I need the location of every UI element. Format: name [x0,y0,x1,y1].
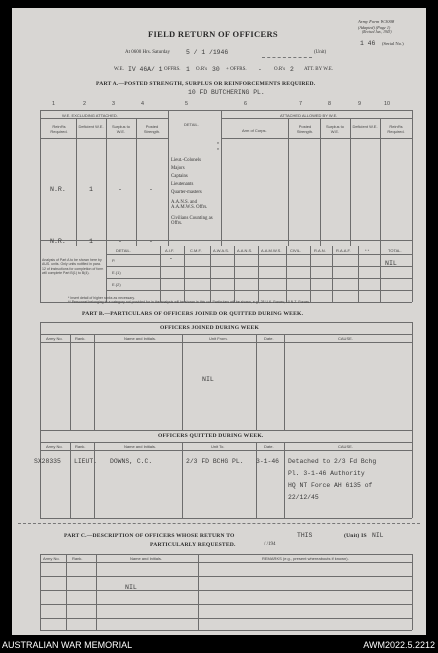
row1-deficient: 1 [89,186,93,193]
plus-ors-typed: 2 [290,66,294,73]
part-c-unit-is: (Unit) IS [344,533,367,539]
analysis-note: Analysis of Part A to be shown here by AUS. units. Only units notified in para. 12 of instructions for completion of form will complete Part B(1) to B(4). [42,258,104,276]
part-c-date-blank: / /194 [264,542,276,547]
q-h-unit-to: Unit To. [211,444,225,449]
col-h-deficient: Deficient W.E. [78,124,104,129]
col-num-7: 7 [299,101,302,107]
an-h-detail: DETAIL. [116,248,131,253]
an-total-typed: NIL [385,260,397,267]
rank-lieutenants: Lieutenants [171,182,194,187]
an-h-total: TOTAL. [388,248,402,253]
rank-majors: Majors [171,166,185,171]
ors-typed: 30 [212,66,220,73]
row1-reinf: N.R. [50,186,66,193]
part-c-nil-typed: NIL [372,532,384,539]
form-ref-2: (Adapted) (Page 1) [358,25,391,30]
q-cause-1: Detached to 2/3 Fd Bchg [288,458,377,465]
part-c-typed: NIL [125,584,137,591]
col-h-reinf: Reinf'ts Required. [50,124,68,134]
q-h-date: Date. [264,444,274,449]
j-h-rank: Rank. [75,336,86,341]
unit-blank-line [262,57,312,58]
col-h-att-posted: Posted Strength. [296,124,314,134]
an-row-e2: E.(2) [112,282,121,287]
joined-title: OFFICERS JOINED DURING WEEK [160,325,260,331]
date-typed: 5 / 1 /1946 [186,49,229,56]
col-h-posted: Posted Strength. [143,124,161,134]
att-label: ATT. BY W.E. [304,67,334,72]
rank-captains: Captains [171,174,188,179]
serial-label: (Serial No.) [382,41,404,46]
j-h-army-no: Army No. [46,336,63,341]
c-h-army-no: Army No. [43,556,60,561]
row2-surplus: - [118,238,122,245]
an-h-raaf: R.A.A.F. [336,248,351,253]
quitted-title: OFFICERS QUITTED DURING WEEK. [158,433,264,439]
q-h-cause: CAUSE. [338,444,353,449]
q-name: DOWNS, C.C. [110,458,153,465]
footer-left: AUSTRALIAN WAR MEMORIAL [2,640,133,650]
form-title: FIELD RETURN OF OFFICERS [148,29,278,39]
rank-lt-col: Lieut.-Colonels [171,158,201,163]
c-h-rank: Rank. [72,556,83,561]
at-line-label: At 0600 Hrs. Saturday [125,50,170,55]
row1-posted: - [149,186,153,193]
an-h-aans: A.A.N.S. [237,248,253,253]
row2-deficient: 1 [89,238,93,245]
footer-right: AWM2022.5.2212 [363,640,435,650]
plus-offrs-typed: - [258,66,262,73]
q-cause-2: Pl. 3-1-46 Authority [288,470,365,477]
col-num-10: 10 [384,101,390,107]
q-h-rank: Rank. [75,444,86,449]
plus-ors-label: O.R's [274,67,286,72]
we-label: W.E. [114,67,124,72]
col-num-9: 9 [358,101,361,107]
col-num-8: 8 [328,101,331,107]
note-2: ** Personnel belonging to a category not provided for in the analysis will be shown in this col. Particulars will be shown, e.g., 28 U.K. Forces; 10 N.Z. Forces. [68,300,311,304]
part-a-title: PART A.—POSTED STRENGTH, SURPLUS OR REINFORCEMENTS REQUIRED. [96,81,316,87]
an-h-civil: CIVIL. [290,248,302,253]
an-h-ran: R.A.N. [314,248,326,253]
rank-qm: Quarter-masters [171,190,202,195]
offrs-typed: 1 [186,66,190,73]
q-unit-to: 2/3 FD BCHG PL. [186,458,244,465]
col-h-att-surplus: Surplus to W.E. [325,124,344,134]
col-num-3: 3 [112,101,115,107]
col-num-5: 5 [185,101,188,107]
part-a-unit-typed: 10 FD BUTCHERING PL. [188,89,265,96]
form-ref-1: Army Form W.3008 [358,19,395,24]
col-h-att-reinf: Reinf'ts Required. [387,124,405,134]
q-army-no: SX28335 [34,458,61,465]
q-cause-3: HQ NT Force AH 6135 of [288,482,373,489]
row2-reinf: N.R. [50,238,66,245]
part-c-title-2: PARTICULARLY REQUESTED. [150,542,236,548]
group-att-label: ATTACHED ALLOWED BY W.E. [280,113,338,118]
j-h-cause: CAUSE. [338,336,353,341]
part-c-separator [18,523,420,524]
c-h-remarks: REMARKS (e.g., present whereabouts if known). [262,556,349,561]
note-1: * Insert detail of higher ranks as necessary. [68,296,135,300]
offrs-label: OFFRS. [164,67,181,72]
ors-label: O.R's [196,67,208,72]
q-rank: LIEUT. [74,458,98,465]
q-h-army-no: Army No. [46,444,63,449]
col-num-4: 4 [141,101,144,107]
form-ref-3: (Revised Jan., 1943) [362,30,392,34]
an-aif-typed: - [169,255,173,262]
col-h-att-deficient: Deficient W.E. [352,124,378,129]
part-c-title-1: PART C.—DESCRIPTION OF OFFICERS WHOSE RETURN TO [64,533,235,539]
q-h-name: Name and Initials. [124,444,157,449]
an-h-awas: A.W.A.S. [213,248,230,253]
an-h-other: * * [365,248,370,253]
col-h-detail: DETAIL. [184,122,199,127]
j-h-date: Date. [264,336,274,341]
unit-label: (Unit) [314,50,327,55]
an-row-p: P. [112,258,116,263]
group-excl-label: W.E. EXCLUDING ATTACHED. [62,113,118,118]
q-cause-4: 22/12/45 [288,494,319,501]
q-date: 3-1-46 [256,458,280,465]
col-num-2: 2 [83,101,86,107]
an-row-e1: E.(1) [112,270,121,275]
rank-aans: A.A.N.S. and A.A.M.W.S. Offrs. [171,200,208,210]
joined-typed: NIL [202,376,214,383]
rank-civilians: Civilians Counting as Offrs. [171,216,213,226]
col-num-6: 6 [244,101,247,107]
plus-offrs-label: + OFFRS. [226,67,247,72]
row1-surplus: - [118,186,122,193]
row2-posted: - [149,238,153,245]
col-num-1: 1 [52,101,55,107]
an-h-aif: A.I.F. [165,248,175,253]
form-sheet: FIELD RETURN OF OFFICERS Army Form W.3008 (Adapted) (Page 1) (Revised Jan., 1943) At 0600 Hrs. Saturday 5 / 1 /1946 (Unit) 1 46 (Serial No.) W.E. IV 46A/ 1 OFFRS. 1 O.R's 30 + OFFRS. - O.R's 2 ATT. BY W.E. PART A.—POSTED STRENGTH, SURPLUS OR REINFORCEMENTS REQUIRED. 10 FD BUTCHERING PL. 1 2 3 4 5 6 7 8 9 10 W.E. EXCLUDING ATTACHED. ATTACHED ALLOWED BY W.E. Reinf'ts Required. Deficient W.E. Surplus to W.E. Posted Strength. DETAIL. Arm of Corps. Posted Strength. Surplus to W.E. Deficient W.E. Reinf'ts Required. * * Lieut.-Colonels Majors Captains Lieutenants Quarter-masters A.A.N.S. and A.A.M.W.S. Offrs. Civilians Counting as Offrs. N.R. 1 - - N.R. 1 - - Analysis of Part A to be shown here by AUS. units. Only units notified in para. 12 of instructions for completion of form will complete Part B(1) to B(4). DETAIL. A.I.F. C.M.F. A.W.A.S. A.A.N.S. A.A.M.W.S. CIVIL. R.A.N. R.A.A.F. * * TOTAL. P. E.(1) E.(2) - NIL * Insert detail of higher ranks as necessary. ** Personnel belonging to a category not provided for in the analysis will be shown in this col. Particulars will be shown, e.g., 28 U.K. Forces; 10 N.Z. Forces. PART B.—PARTICULARS OF OFFICERS JOINED OR QUITTED DURING WEEK. OFFICERS JOINED DURING WEEK Army No. Rank. Name and Initials. Unit From. Date. CAUSE. NIL OFFICERS QUITTED DURING WEEK. Army No. Rank. Name and Initials. Unit To. Date. CAUSE. SX28335 LIEUT. DOWNS, C.C. 2/3 FD BCHG PL. 3-1-46 Detached to 2/3 Fd Bchg Pl. 3-1-46 Authority HQ NT Force AH 6135 of 22/12/45 PART C.—DESCRIPTION OF OFFICERS WHOSE RETURN TO THIS (Unit) IS NIL PARTICULARLY REQUESTED. / /194 Army No. Rank. Name and Initials. REMARKS (e.g., present whereabouts if known). NIL [12,8,426,635]
part-c-this-typed: THIS [297,532,313,539]
col-h-arm: Arm of Corps. [242,128,267,133]
j-h-name: Name and Initials. [124,336,157,341]
an-h-cmf: C.M.F. [190,248,202,253]
serial-typed: 1 46 [360,40,376,47]
we-typed: IV 46A/ 1 [128,66,163,73]
j-h-unit-from: Unit From. [209,336,228,341]
col-h-surplus: Surplus to W.E. [111,124,130,134]
c-h-name: Name and Initials. [130,556,163,561]
part-b-title: PART B.—PARTICULARS OF OFFICERS JOINED OR QUITTED DURING WEEK. [82,311,304,317]
an-h-aamws: A.A.M.W.S. [261,248,282,253]
